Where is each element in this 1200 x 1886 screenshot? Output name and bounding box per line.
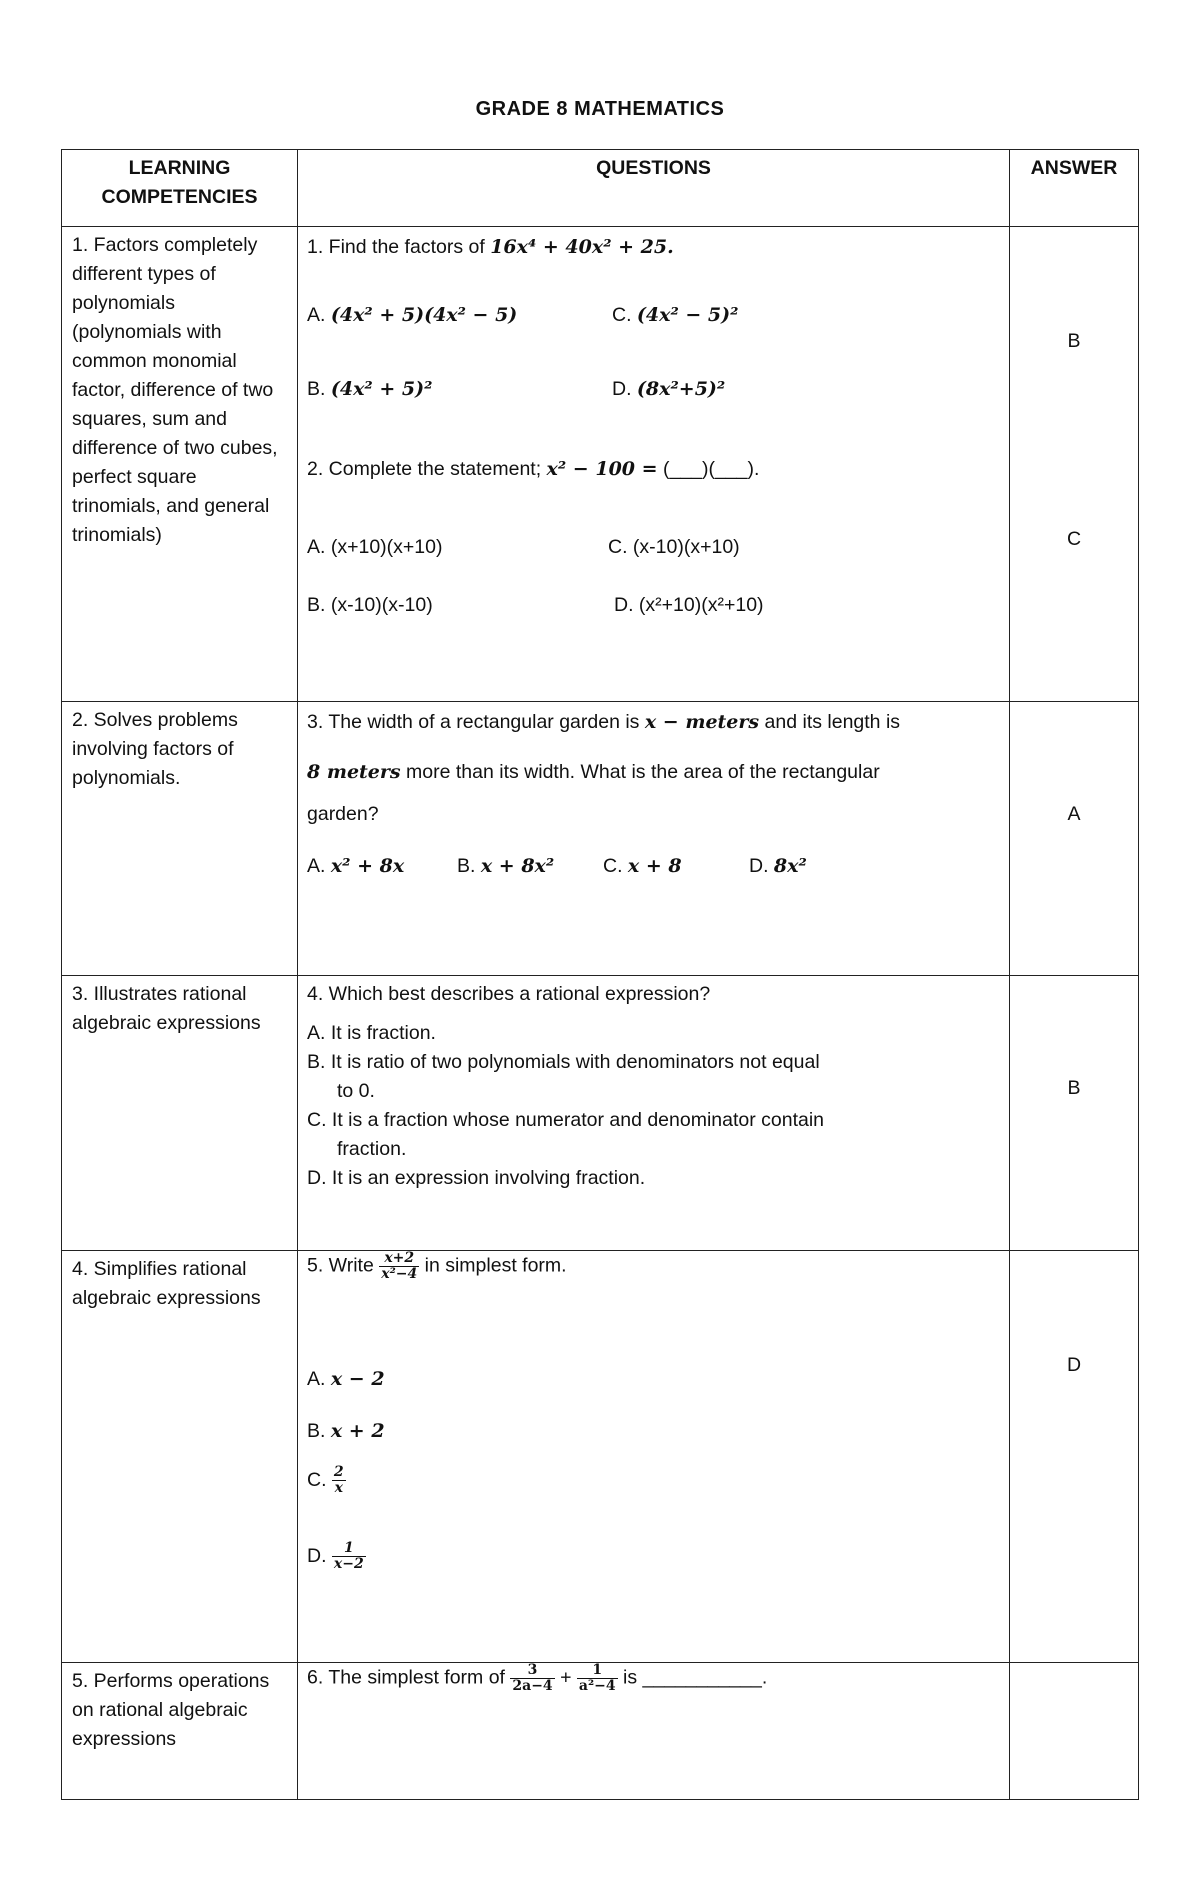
option-b: B. x + 2	[307, 1420, 385, 1442]
fraction: $\frac{1}{\text{a²−4}}$	[578, 1662, 616, 1694]
option-d: D. It is an expression involving fraction.	[307, 1167, 646, 1189]
competency-cell: 3. Illustrates rational algebraic expressions	[62, 976, 298, 1251]
option-c: C. $\frac{2}{x}$	[307, 1464, 344, 1496]
page-title: GRADE 8 MATHEMATICS	[475, 98, 725, 120]
question-cell	[298, 702, 1010, 976]
answer-cell	[1010, 1251, 1139, 1663]
header-answer: ANSWER	[1010, 150, 1139, 227]
answer-cell	[1010, 1663, 1139, 1800]
answer-1: B	[1067, 330, 1081, 352]
option-c-cont: fraction.	[337, 1138, 407, 1160]
fraction: $\frac{x+2}{\text{x²−4}}$	[381, 1250, 418, 1282]
option-c: C. It is a fraction whose numerator and denominator contain	[307, 1109, 825, 1131]
question-3-line-1: 3. The width of a rectangular garden is x − meters and its length is	[307, 711, 901, 733]
competency-cell: 1. Factors completely different types of polynomials (polynomials with common monomial factor, difference of two squares, sum and difference of two cubes, perfect square trinomials, and general trinomials)	[62, 227, 298, 702]
answer-3: A	[1067, 803, 1081, 825]
table-row	[62, 1663, 1139, 1800]
question-5: 5. Write $\frac{x+2}{\text{x²−4}}$ in simplest form.	[307, 1250, 567, 1282]
option-b: B. (4x² + 5)²	[307, 378, 433, 400]
question-4: 4. Which best describes a rational expression?	[307, 983, 711, 1005]
option-d: D. 8x²	[749, 855, 807, 877]
competency-cell: 5. Performs operations on rational algebraic expressions	[62, 1663, 298, 1800]
table-row	[62, 976, 1139, 1251]
question-cell	[298, 227, 1010, 702]
option-a: A. x² + 8x	[307, 855, 405, 877]
option-c: C. x + 8	[603, 855, 682, 877]
answer-4: B	[1067, 1077, 1081, 1099]
question-cell	[298, 976, 1010, 1251]
header-questions: QUESTIONS	[298, 150, 1010, 227]
competency-cell: 2. Solves problems involving factors of polynomials.	[62, 702, 298, 976]
option-d: D. (8x²+5)²	[612, 378, 726, 400]
option-b-cont: to 0.	[337, 1080, 375, 1102]
answer-cell	[1010, 976, 1139, 1251]
option-c: C. (4x² − 5)²	[612, 304, 739, 326]
fraction: $\frac{2}{x}$	[333, 1464, 344, 1496]
option-d: D. (x²+10)(x²+10)	[614, 594, 764, 616]
option-a: A. (x+10)(x+10)	[307, 536, 443, 558]
table-header-row	[62, 150, 1139, 227]
header-competencies: LEARNING COMPETENCIES	[62, 150, 298, 227]
question-3-line-3: garden?	[307, 803, 379, 825]
question-cell	[298, 1251, 1010, 1663]
option-b: B. (x-10)(x-10)	[307, 594, 433, 616]
answer-5: D	[1066, 1354, 1082, 1376]
question-3-line-2: 8 meters more than its width. What is the area of the rectangular	[307, 761, 880, 783]
fraction: $\frac{3}{2a-4}$	[512, 1662, 553, 1694]
option-d: D. $\frac{1}{x-2}$	[307, 1540, 364, 1572]
question-2: 2. Complete the statement; x² − 100 = (___)(___).	[307, 458, 760, 480]
option-c: C. (x-10)(x+10)	[608, 536, 740, 558]
questions-table	[61, 149, 1139, 1800]
answer-cell	[1010, 702, 1139, 976]
fraction: $\frac{1}{x-2}$	[333, 1540, 364, 1572]
answer-2: C	[1066, 528, 1082, 550]
answer-cell	[1010, 227, 1139, 702]
option-a: A. (4x² + 5)(4x² − 5)	[307, 304, 518, 326]
question-1: 1. Find the factors of 16x⁴ + 40x² + 25.	[307, 236, 674, 258]
table-row	[62, 702, 1139, 976]
table-row	[62, 1251, 1139, 1663]
question-6: 6. The simplest form of $\frac{3}{2a-4}$ + $\frac{1}{\text{a²−4}}$ is ___________.	[307, 1662, 768, 1694]
option-b: B. x + 8x²	[457, 855, 555, 877]
table-row	[62, 227, 1139, 702]
option-b: B. It is ratio of two polynomials with denominators not equal	[307, 1051, 820, 1073]
option-a: A. x − 2	[307, 1368, 385, 1390]
question-cell	[298, 1663, 1010, 1800]
option-a: A. It is fraction.	[307, 1022, 436, 1044]
competency-cell: 4. Simplifies rational algebraic expressions	[62, 1251, 298, 1663]
